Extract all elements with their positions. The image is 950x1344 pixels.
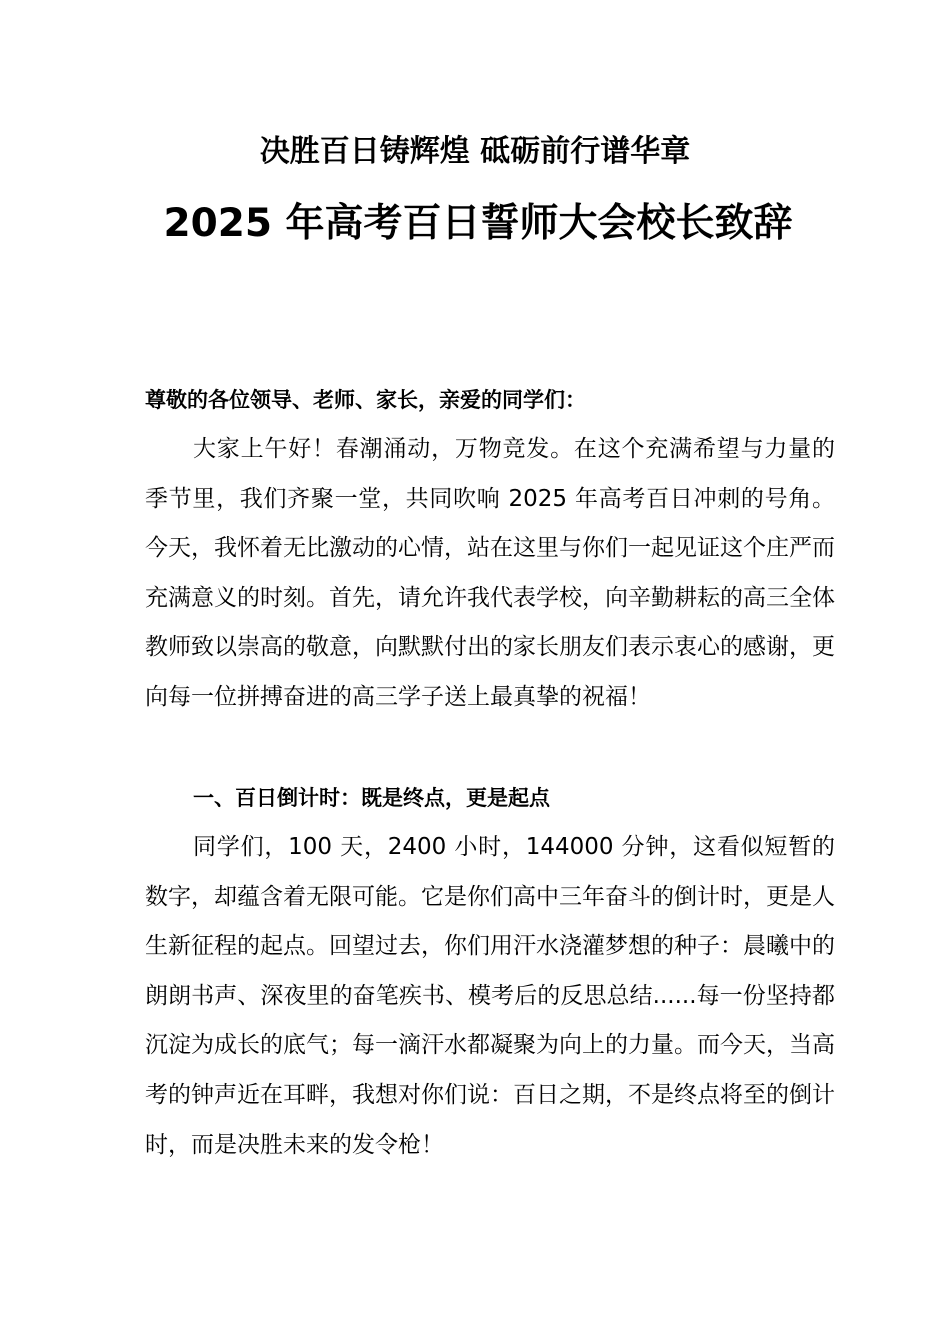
document-title: 2025 年高考百日誓师大会校长致辞 <box>163 201 793 246</box>
paragraph-section-one: 同学们，100 天，2400 小时，144000 分钟，这看似短暂的数字，却蕴含着无限可能。它是你们高中三年奋斗的倒计时，更是人生新征程的起点。回望过去，你们用汗水浇灌梦想的种子：晨曦中的朗朗书声、深夜里的奋笔疾书、模考后的反思总结......每一份坚持都沉淀为成长的底气；每一滴汗水都凝聚为向上的力量。而今天，当高考的钟声近在耳畔，我想对你们说：百日之期，不是终点将至的倒计时，而是决胜未来的发令枪！ <box>145 834 835 1158</box>
paragraph-opening: 大家上午好！春潮涌动，万物竞发。在这个充满希望与力量的季节里，我们齐聚一堂，共同吹响 2025 年高考百日冲刺的号角。今天，我怀着无比激动的心情，站在这里与你们一起见证这个庄严而充满意义的时刻。首先，请允许我代表学校，向辛勤耕耘的高三全体教师致以崇高的敬意，向默默付出的家长朋友们表示衷心的感谢，更向每一位拼搏奋进的高三学子送上最真挚的祝福！ <box>145 436 835 710</box>
section-heading: 一、百日倒计时：既是终点，更是起点 <box>193 786 550 810</box>
document-subtitle: 决胜百日铸辉煌 砥砺前行谱华章 <box>259 134 691 169</box>
salutation: 尊敬的各位领导、老师、家长，亲爱的同学们： <box>145 388 586 412</box>
